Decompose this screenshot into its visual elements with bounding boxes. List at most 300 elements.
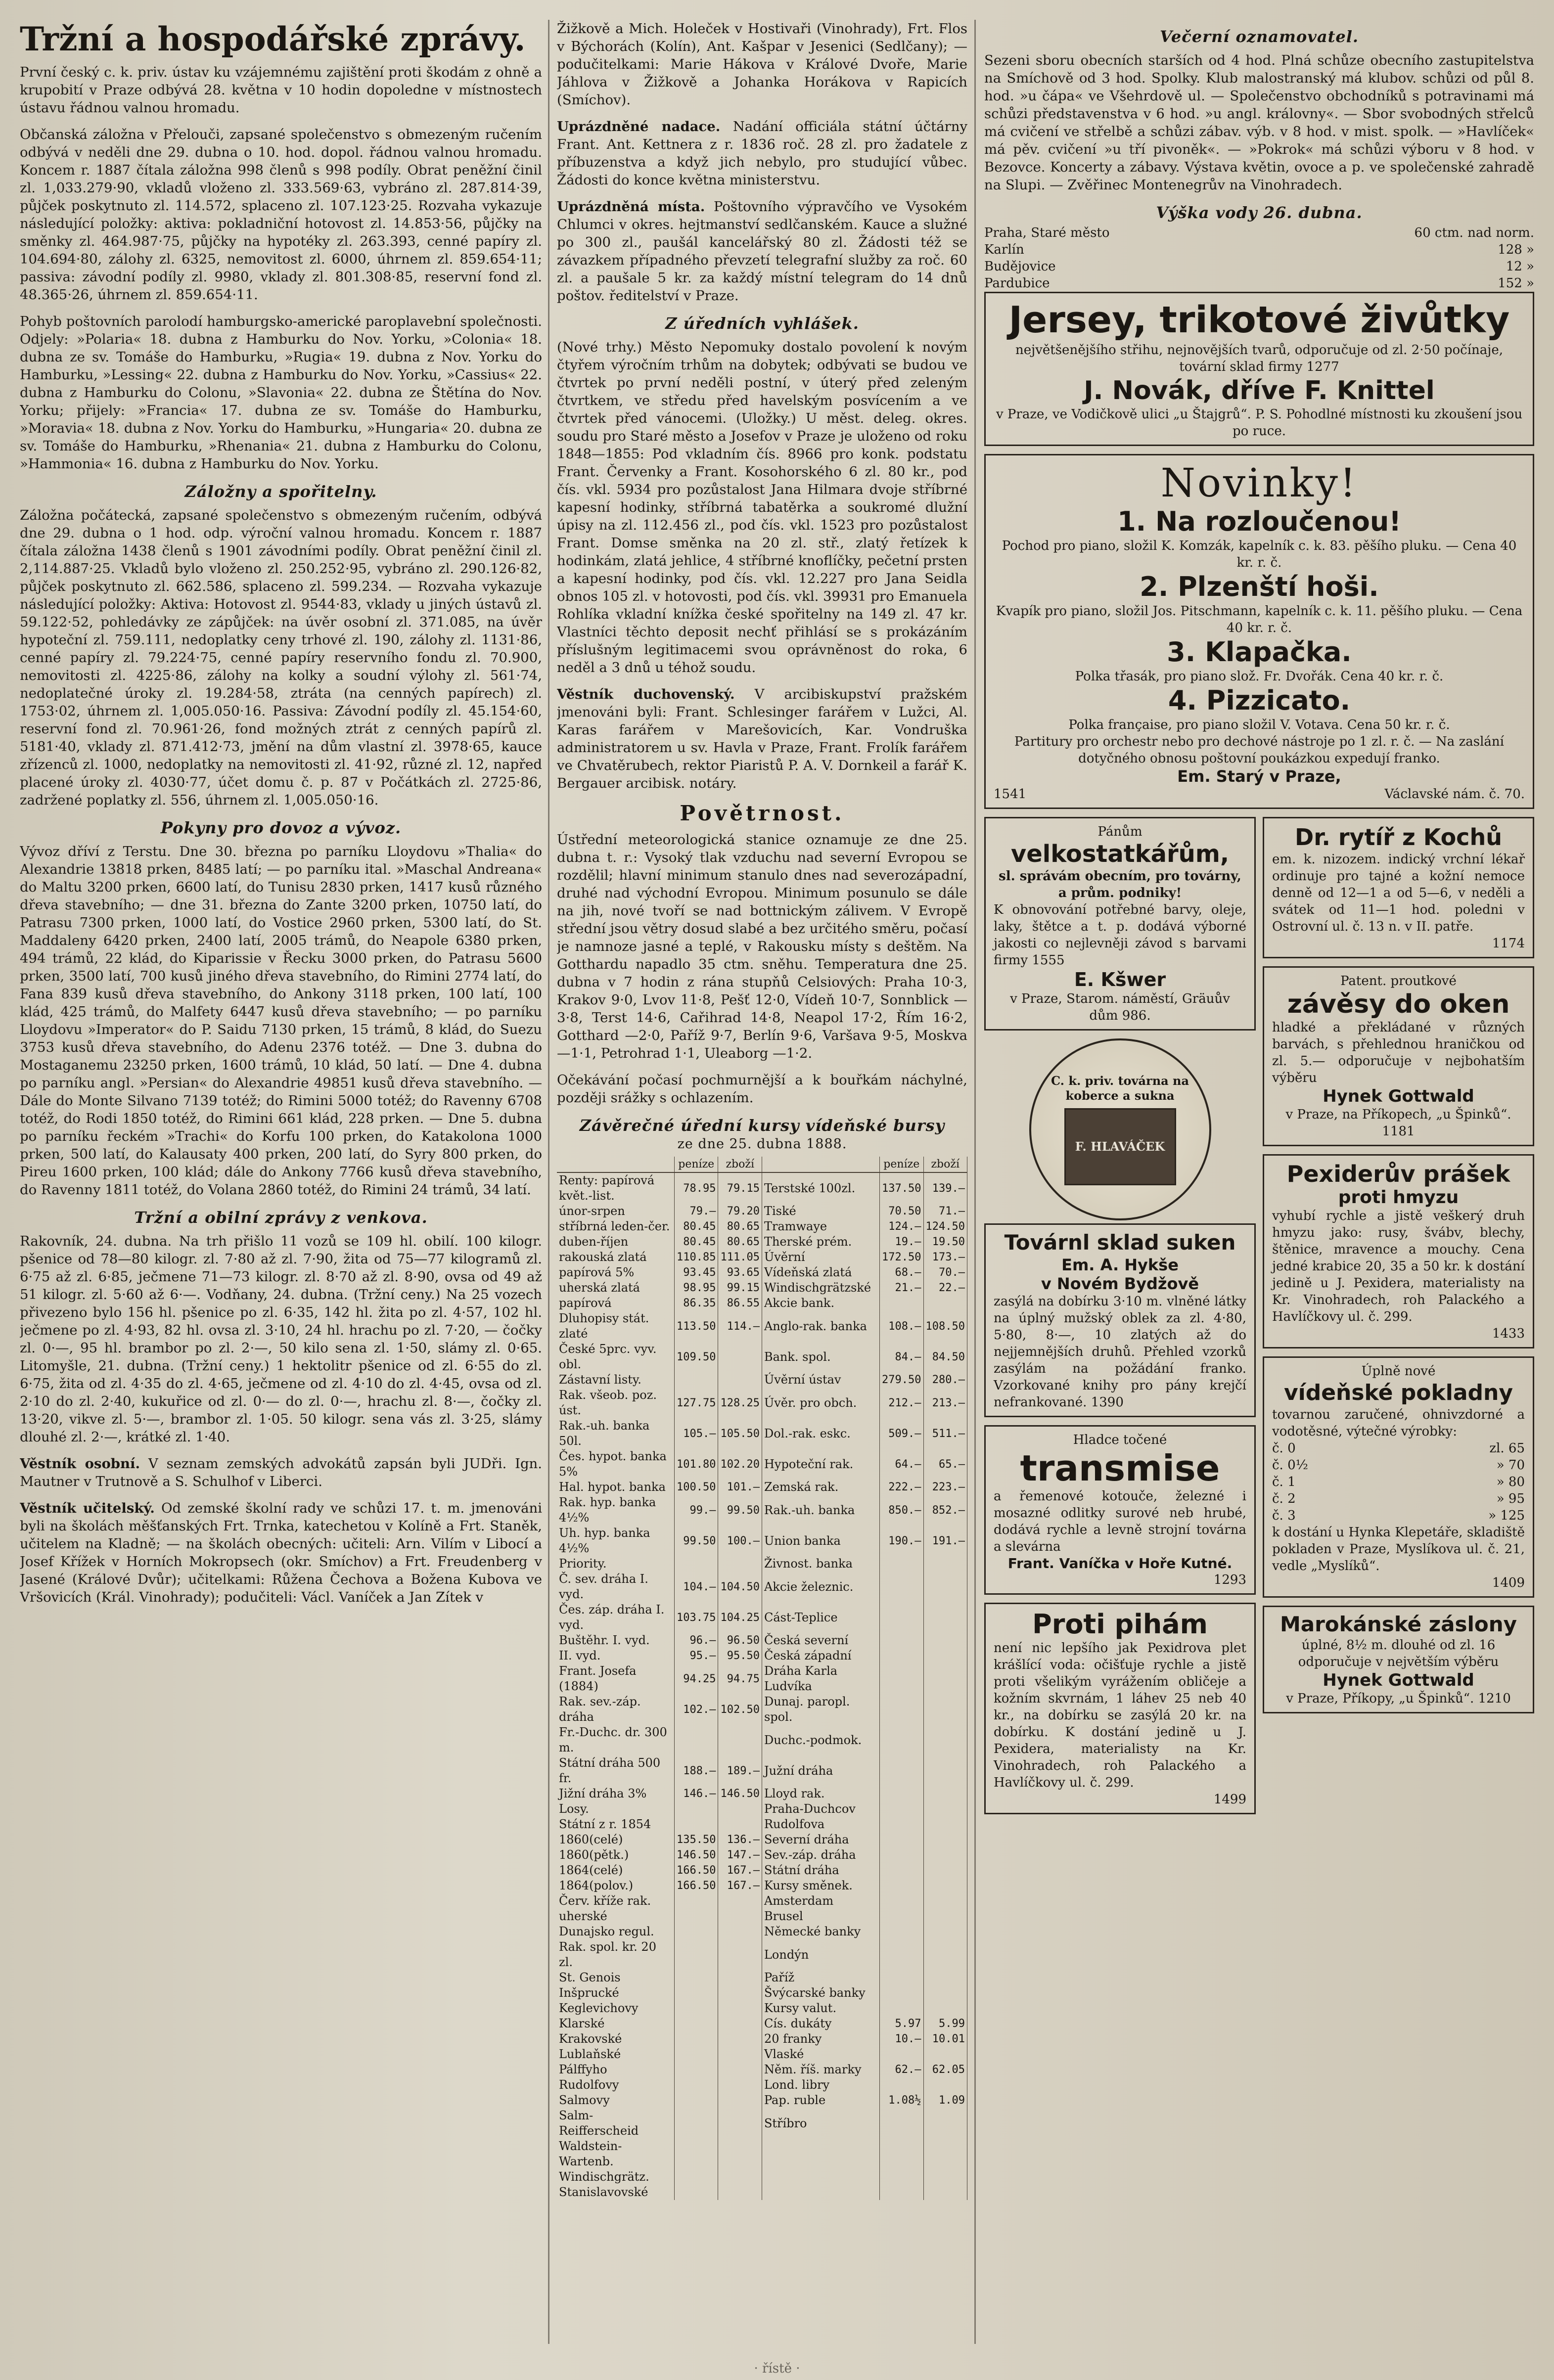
water-level-row [984, 275, 1534, 292]
ad-number: 1409 [1492, 1575, 1525, 1590]
table-cell: 167.— [718, 1878, 762, 1893]
ad-text: a řemenové kotouče, železné i mosazné odlitky surové neb hrubé, dodává rychle a levně strojní továrna a slevárna [994, 1489, 1246, 1554]
table-cell: 109.50 [675, 1342, 718, 1372]
table-cell: Dol.-rak. eskc. [762, 1418, 879, 1449]
table-cell: 188.— [675, 1755, 718, 1786]
table-row [557, 2062, 967, 2077]
table-cell: 1.08½ [880, 2093, 923, 2108]
table-row [557, 2169, 967, 2185]
table-cell: Lond. libry [762, 2077, 879, 2093]
table-cell: Rak. sev.-záp. dráha [557, 1694, 675, 1725]
article-paragraph: Sezeni sboru obecních starších od 4 hod. Plná schůze obecního zastupitelstva na Smíchově od 3 hod. Spolky. Klub malostranský má klubov. schůzi od půl 8. hod. »u čápa« ve Všehrdově ul. — Společenstvo obchodníků s potravinami má schůzi představenstva v 6 hod. »u angl. královny«. — Sbor svobodných střelců má cvičení ve střelbě a schůzi zábav. výb. v 8 hod. v mist. spolk. — »Havlíček« má pěv. cvičení »u tří pivoněk«. — »Pokrok« má schůzi výboru v 8 hod. v Bezovce. Koncerty a zábavy. Výstava květin, ovoce a p. ve společenské zahradě na Slupi. — Zvěřinec Montenegrův na Vinohradech. [984, 52, 1534, 193]
ad-number: 1210 [1478, 1691, 1511, 1706]
table-cell: Živnost. banka [762, 1556, 879, 1572]
table-cell [675, 1893, 718, 1909]
table-row [557, 1801, 967, 1817]
table-cell: Čes. záp. dráha I. vyd. [557, 1602, 675, 1633]
table-cell: Rudolfova [762, 1817, 879, 1832]
table-cell [923, 1694, 967, 1725]
table-cell: 173.— [923, 1250, 967, 1265]
table-cell: Rudolfovy [557, 2077, 675, 2093]
ad-text [994, 342, 1525, 375]
table-cell: 102.— [675, 1694, 718, 1725]
table-cell: Rak. spol. kr. 20 zl. [557, 1939, 675, 1970]
table-cell: Tiské [762, 1204, 879, 1219]
table-cell [880, 1801, 923, 1817]
table-cell: 191.— [923, 1526, 967, 1556]
inline-text: Nadání officiála státní účtárny Frant. Ant. Kettnera z r. 1836 roč. 28 zl. pro žadatele z příbuzenstva a když jich nebylo, pro studující vůbec. Žádosti do konce května ministerstvu. [557, 119, 967, 188]
column-header [762, 1157, 879, 1172]
table-cell: 101.80 [675, 1449, 718, 1480]
safe-size-row [1272, 1507, 1525, 1524]
table-cell: 167.— [718, 1863, 762, 1878]
seal-text: C. k. priv. továrna na koberce a sukna [1051, 1074, 1189, 1103]
table-cell: Pap. ruble [762, 2093, 879, 2108]
table-cell [923, 1832, 967, 1847]
article-paragraph: Pohyb poštovních parolodí hamburgsko-americké paroplavební společnosti. Odjely: »Polaria« 18. dubna z Hamburku do Nov. Yorku, »Colonia« 18. dubna ze sv. Tomáše do Hamburku, »Rugia« 19. dubna z Nov. Yorku do Hamburku, »Lessing« 22. dubna z Hamburku do Nov. Yorku, »Cassius« 22. dubna z Hamburku do Colonu, »Slavonia« 22. dubna ze Štětína do Nov. Yorku; přijely: »Francia« 17. dubna ze sv. Tomáše do Hamburku, »Moravia« 18. dubna z Nov. Yorku do Hamburku, »Hungaria« 20. dubna ze sv. Tomáše do Hamburku, »Rhenania« 21. dubna z Hamburku do Colonu, »Hammonia« 16. dubna z Hamburku do Nov. Yorku. [20, 314, 542, 472]
table-cell [718, 1801, 762, 1817]
table-cell [718, 1817, 762, 1832]
table-cell [880, 1909, 923, 1924]
table-cell: Hypoteční rak. [762, 1449, 879, 1480]
ad-title: Továrnl sklad suken [1004, 1230, 1236, 1255]
table-cell: 127.75 [675, 1388, 718, 1418]
table-cell: 223.— [923, 1480, 967, 1495]
safe-size-row [1272, 1457, 1525, 1474]
table-cell: 95.50 [718, 1648, 762, 1663]
safe-size-no: č. 3 [1272, 1508, 1296, 1523]
section-heading: Výška vody 26. dubna. [1156, 203, 1363, 222]
middle-column [557, 20, 967, 2344]
ad-prefix: Úplně nové [1361, 1364, 1436, 1379]
table-cell: 279.50 [880, 1372, 923, 1388]
ad-pihy [984, 1603, 1256, 1814]
ad-firm: E. Kšwer [1074, 969, 1166, 990]
ad-firm: Hynek Gottwald [1323, 1086, 1474, 1106]
table-cell [718, 1970, 762, 1985]
table-cell: Úvěr. pro obch. [762, 1388, 879, 1418]
table-cell [923, 1878, 967, 1893]
column-header: zboží [718, 1157, 762, 1172]
section-heading: Závěrečné úřední kursy vídeňské bursy [579, 1116, 945, 1135]
table-row [557, 1755, 967, 1786]
table-cell [923, 1725, 967, 1755]
table-cell [923, 2077, 967, 2093]
table-cell [880, 1817, 923, 1832]
safe-size-no: č. 0 [1272, 1441, 1296, 1456]
table-cell: 172.50 [880, 1250, 923, 1265]
table-cell: 96.— [675, 1633, 718, 1648]
table-row [557, 1296, 967, 1311]
table-cell: 21.— [880, 1280, 923, 1296]
table-cell [923, 1572, 967, 1602]
table-cell: 166.50 [675, 1878, 718, 1893]
ad-row [984, 817, 1534, 1822]
table-cell [675, 2047, 718, 2062]
water-level-row [984, 258, 1534, 275]
ad-row-right [1263, 817, 1534, 1822]
ad-title: vídeňské pokladny [1283, 1380, 1513, 1405]
table-cell: 103.75 [675, 1602, 718, 1633]
article-paragraph: První český c. k. priv. ústav ku vzájemnému zajištění proti škodám z ohně a krupobití v Praze odbývá 28. května v 10 hodin dopoledne v místnostech ústavu řádnou valnou hromadu. [20, 64, 542, 116]
table-cell: 136.— [718, 1832, 762, 1847]
table-cell: Úvěrní ústav [762, 1372, 879, 1388]
ad-sub: sl. správám obecním, pro továrny, a prům. podniky! [999, 869, 1241, 900]
table-cell: Paříž [762, 1970, 879, 1985]
right-column [984, 20, 1534, 2344]
table-cell [675, 1909, 718, 1924]
ad-koch [1263, 817, 1534, 958]
table-cell: Lublaňské [557, 2047, 675, 2062]
table-cell: 79.— [675, 1204, 718, 1219]
table-cell: 1864(celé) [557, 1863, 675, 1878]
table-cell [923, 1939, 967, 1970]
section-heading: Z úředních vyhlášek. [665, 314, 859, 333]
table-cell [675, 2185, 718, 2200]
table-cell: Dráha Karla Ludvíka [762, 1663, 879, 1694]
table-cell: 108.— [880, 1311, 923, 1342]
table-cell [718, 2062, 762, 2077]
table-cell: 104.— [675, 1572, 718, 1602]
table-cell: II. vyd. [557, 1648, 675, 1663]
column-header: zboží [923, 1157, 967, 1172]
novinky-item [994, 685, 1525, 733]
column-header: peníze [880, 1157, 923, 1172]
table-cell [880, 1924, 923, 1939]
table-cell: 5.99 [923, 2016, 967, 2031]
table-cell: Waldstein-Wartenb. [557, 2139, 675, 2169]
table-cell: únor-srpen [557, 1204, 675, 1219]
table-cell: Vídeňská zlatá [762, 1265, 879, 1280]
table-cell: duben-říjen [557, 1234, 675, 1250]
ad-marokanske [1263, 1606, 1534, 1713]
table-cell [718, 2185, 762, 2200]
section-heading: Tržní a obilní zprávy z venkova. [134, 1208, 428, 1227]
table-cell: 114.— [718, 1311, 762, 1342]
safe-size-row [1272, 1440, 1525, 1457]
table-cell: 111.05 [718, 1250, 762, 1265]
ad-place: v Novém Bydžově [1041, 1274, 1199, 1293]
table-cell [675, 1725, 718, 1755]
table-cell: Č. sev. dráha I. vyd. [557, 1572, 675, 1602]
table-cell [880, 1633, 923, 1648]
table-cell: Státní z r. 1854 [557, 1817, 675, 1832]
table-cell: Dunajsko regul. [557, 1924, 675, 1939]
novinky-item-name: Klapačka. [1205, 636, 1352, 668]
table-cell: Sev.-záp. dráha [762, 1847, 879, 1863]
table-cell: 105.— [675, 1418, 718, 1449]
table-cell: Frant. Josefa (1884) [557, 1663, 675, 1694]
seal-inner: F. HLAVÁČEK [1064, 1108, 1176, 1185]
inline-text: Poštovního výpravčího ve Vysokém Chlumci v okres. hejtmanství sedlčanském. Kauce a služné po 300 zl., paušál kancelářský 80 zl. Žádosti též se závazkem případného převzetí telegrafní služby za roč. 60 zl. a paušale 5 kr. za každý místní telegram do 14 dnů poštov. ředitelství v Praze. [557, 199, 967, 304]
ad-pokladny [1263, 1356, 1534, 1598]
table-cell: 146.50 [675, 1847, 718, 1863]
table-cell: 102.20 [718, 1449, 762, 1480]
water-level-row [984, 225, 1534, 241]
table-cell: Uh. hyp. banka 4½% [557, 1526, 675, 1556]
table-cell [923, 1633, 967, 1648]
novinky-item [994, 506, 1525, 571]
table-cell [880, 1863, 923, 1878]
table-cell [880, 1602, 923, 1633]
seal-content [1031, 1074, 1209, 1185]
table-cell: 84.— [880, 1342, 923, 1372]
table-cell: Státní dráha 500 fr. [557, 1755, 675, 1786]
ad-firm: Hynek Gottwald [1323, 1670, 1474, 1690]
table-row [557, 1480, 967, 1495]
table-cell: 68.— [880, 1265, 923, 1280]
table-cell: 95.— [675, 1648, 718, 1663]
table-row [557, 1939, 967, 1970]
table-cell: 105.50 [718, 1418, 762, 1449]
table-row [557, 2093, 967, 2108]
table-cell [880, 1556, 923, 1572]
table-cell [880, 1832, 923, 1847]
table-cell [923, 2001, 967, 2016]
table-row [557, 1970, 967, 1985]
table-cell [718, 2016, 762, 2031]
section-heading: Záložny a spořitelny. [184, 482, 377, 501]
ad-firm: Em. A. Hykše [1061, 1256, 1179, 1274]
table-cell [718, 2031, 762, 2047]
table-cell: 100.— [718, 1526, 762, 1556]
table-cell: 511.— [923, 1418, 967, 1449]
table-cell: 104.25 [718, 1602, 762, 1633]
table-row [557, 1909, 967, 1924]
table-cell: Londýn [762, 1939, 879, 1970]
table-cell: 101.— [718, 1480, 762, 1495]
table-cell: 213.— [923, 1388, 967, 1418]
table-cell: rakouská zlatá [557, 1250, 675, 1265]
table-row [557, 1863, 967, 1878]
table-cell: Cís. dukáty [762, 2016, 879, 2031]
table-cell: 79.20 [718, 1204, 762, 1219]
table-cell: 93.65 [718, 1265, 762, 1280]
table-cell [675, 2169, 718, 2185]
exchange-table [557, 1157, 967, 2200]
ad-address: v Praze, ve Vodičkově ulici „u Štajgrů“. P. S. Pohodlné místnosti ku zkoušení jsou po ruce. [996, 407, 1523, 439]
ad-text-body: zasýlá na dobírku 3·10 m. vlněné látky na úplný mužský oblek za zl. 4·80, 5·80, 8·—, 10 zlatých až do nejjemnějších druhů. Přehled vzorků zasýlám na požádání franko. Vzorkované knihy pro pány krejčí nefrankované. [994, 1294, 1246, 1410]
table-cell: Kursy směnek. [762, 1878, 879, 1893]
ad-text [994, 901, 1246, 969]
table-cell: Klarské [557, 2016, 675, 2031]
table-cell: Južní dráha [762, 1755, 879, 1786]
table-cell [880, 2169, 923, 2185]
novinky-item-name: Na rozloučenou! [1155, 506, 1401, 537]
table-cell: 135.50 [675, 1832, 718, 1847]
novinky-item-desc: Pochod pro piano, složil K. Komzák, kapelník c. k. 83. pěšího pluku. — Cena 40 kr. r. č. [1002, 539, 1517, 570]
table-row [557, 1495, 967, 1526]
ad-footer-row [994, 786, 1525, 803]
table-cell [923, 1663, 967, 1694]
table-row [557, 1311, 967, 1342]
table-row [557, 2001, 967, 2016]
table-cell [923, 1909, 967, 1924]
table-cell: 102.50 [718, 1694, 762, 1725]
table-cell: 62.05 [923, 2062, 967, 2077]
inline-text: V seznam zemských advokátů zapsán byli JUDři. Ign. Mautner v Trutnově a S. Schulhof v Liberci. [20, 1456, 542, 1489]
table-row [557, 2077, 967, 2093]
ad-transmise [984, 1425, 1256, 1595]
ad-text-body: největšenějšího střihu, nejnovějších tvarů, odporučuje od zl. 2·50 počínaje, tovární sklad firmy [1015, 343, 1503, 374]
table-row [557, 1234, 967, 1250]
table-cell [675, 1939, 718, 1970]
table-cell [923, 1847, 967, 1863]
table-cell [675, 2001, 718, 2016]
table-cell: Krakovské [557, 2031, 675, 2047]
table-row [557, 1832, 967, 1847]
page-footer-mark: · řístě · [754, 2361, 800, 2376]
table-cell [923, 2185, 967, 2200]
table-cell [718, 2077, 762, 2093]
novinky-item-desc: Polka třasák, pro piano slož. Fr. Dvořák. Cena 40 kr. r. č. [1075, 669, 1444, 684]
ad-firm: J. Novák, dříve F. Knittel [1084, 376, 1435, 405]
table-cell: Buštěhr. I. vyd. [557, 1633, 675, 1648]
table-row [557, 1602, 967, 1633]
table-cell: 99.15 [718, 1280, 762, 1296]
ad-title: Proti pihám [1032, 1609, 1208, 1640]
table-cell: 86.55 [718, 1296, 762, 1311]
table-cell: papírová [557, 1296, 675, 1311]
table-cell: Brusel [762, 1909, 879, 1924]
safe-size-price: » 80 [1496, 1475, 1525, 1489]
table-cell [880, 2108, 923, 2139]
table-cell: 62.— [880, 2062, 923, 2077]
table-cell: 79.15 [718, 1172, 762, 1204]
table-cell: 166.50 [675, 1863, 718, 1878]
table-cell: 19.50 [923, 1234, 967, 1250]
table-cell: 108.50 [923, 1311, 967, 1342]
ad-address [1272, 1106, 1525, 1140]
table-cell [880, 1878, 923, 1893]
table-row [557, 1924, 967, 1939]
ad-number: 1433 [1492, 1326, 1525, 1341]
table-cell: Rak.-uh. banka 50l. [557, 1418, 675, 1449]
table-cell [675, 1817, 718, 1832]
table-cell: 70.50 [880, 1204, 923, 1219]
table-cell [718, 1342, 762, 1372]
table-cell [718, 1985, 762, 2001]
table-cell: 80.45 [675, 1234, 718, 1250]
table-cell [923, 2169, 967, 2185]
ad-number: 1555 [1032, 953, 1065, 968]
ad-text: hladké a překládané v různých barvách, s přehlednou hraničkou od zl. 5.— odporučuje v nejbohatším výběru [1272, 1020, 1525, 1085]
ad-number: 1390 [1091, 1395, 1124, 1410]
ad-number: 1277 [1306, 359, 1339, 374]
water-place: Pardubice [984, 276, 1050, 291]
ad-title: Marokánské záslony [1280, 1612, 1517, 1636]
table-cell [880, 1296, 923, 1311]
table-cell: 190.— [880, 1526, 923, 1556]
table-cell [675, 2077, 718, 2093]
novinky-item-title [994, 506, 1525, 538]
article-paragraph: Občanská záložna v Přelouči, zapsané společenstvo s obmezeným ručením odbývá v neděli dne 29. dubna o 10. hod. dopol. řádnou valnou hromadu. Koncem r. 1887 čítala záložna 998 členů s 998 podíly. Obrat peněžní činil zl. 1,033.279·90, vkladů vloženo zl. 333.569·63, vybráno zl. 287.814·39, půjček poskytnuto zl. 114.572, splaceno zl. 107.123·25. Rozvaha vykazuje následující položky: aktiva: pokladniční hotovost zl. 14.853·56, půjčky na směnky zl. 464.987·75, půjčky na hypotéky zl. 263.393, cenné papíry zl. 104.694·80, zálohy zl. 6325, nemovitost zl. 6000, úhrnem zl. 859.654·11; passiva: závodní podíly zl. 9980, vklady zl. 801.308·85, reservní fond zl. 48.365·26, úhrnem zl. 859.654·11. [20, 127, 542, 303]
table-cell: Keglevichovy [557, 2001, 675, 2016]
table-cell: Česká severní [762, 1633, 879, 1648]
table-cell: 137.50 [880, 1172, 923, 1204]
ad-text: tovarnou zaručené, ohnivzdorné a vodotěsné, výtečné výrobky: [1272, 1407, 1525, 1439]
table-cell [923, 1970, 967, 1985]
table-cell: Anglo-rak. banka [762, 1311, 879, 1342]
novinky-item-title [994, 571, 1525, 603]
table-cell [880, 2185, 923, 2200]
safe-size-price: » 95 [1496, 1491, 1525, 1506]
ad-address: v Praze, Starom. náměstí, Gräuův dům 986. [1010, 991, 1230, 1023]
table-cell: 124.— [880, 1219, 923, 1234]
article-paragraph: Očekávání počasí pochmurnější a k bouřkám náchylné, později srážky s ochlazením. [557, 1072, 967, 1106]
ad-address-text: v Praze, Příkopy, „u Špinků“. [1286, 1691, 1474, 1706]
table-cell [880, 1786, 923, 1801]
table-cell: 78.95 [675, 1172, 718, 1204]
table-cell: Duchc.-podmok. [762, 1725, 879, 1755]
table-cell [880, 2001, 923, 2016]
table-row [557, 1526, 967, 1556]
novinky-item-number: 3. [1167, 636, 1196, 668]
table-cell: 1860(celé) [557, 1832, 675, 1847]
ad-address [1272, 1690, 1525, 1707]
table-cell [923, 2108, 967, 2139]
table-cell: 852.— [923, 1495, 967, 1526]
table-cell [923, 1786, 967, 1801]
table-cell [923, 1648, 967, 1663]
ad-firm: Em. Starý v Praze, [1177, 767, 1341, 786]
table-cell: 94.25 [675, 1663, 718, 1694]
ad-pexider [1263, 1154, 1534, 1348]
table-cell: Pálffyho [557, 2062, 675, 2077]
table-row [557, 1847, 967, 1863]
table-cell: 96.50 [718, 1633, 762, 1648]
table-cell [675, 1985, 718, 2001]
ad-row-left [984, 817, 1256, 1822]
ad-title: závěsy do oken [1287, 989, 1510, 1019]
table-row [557, 2185, 967, 2200]
water-place: Praha, Staré město [984, 225, 1110, 240]
article-paragraph: Vývoz dříví z Terstu. Dne 30. března po parníku Lloydovu »Thalia« do Alexandrie 13818 prken, 8485 latí; — po parníku ital. »Maschal Andreana« do Maltu 3200 prken, 6600 latí, do Tunisu 2830 prken, 1417 kusů různého dřeva stavebního; — dne 31. března do Zante 3200 prken, 10750 latí, do Patrasu 7300 prken, 1000 latí, do Vostice 2960 prken, 5300 latí, do St. Maddaleny 6420 prken, 2400 latí, 2005 trámů, do Neapole 6380 prken, 494 trámů, 22 klád, do Kiparissie v Řecku 3000 prken, do Patrasu 5600 prken, 3500 latí, 700 kusů jiného dřeva stavebního, do Rimini 2774 latí, do Fana 839 kusů dřeva stavebního, do Ankony 3118 prken, 100 latí, 100 klád, 425 trámů, do Malfety 6447 kusů dřeva stavebního; — po parníku Lloydovu »Imperator« do P. Saidu 7130 prken, 15 trámů, 8 klád, do Suezu 3753 kusů dřeva stavebního, do Adenu 2376 totéž. — Dne 3. dubna do Mostaganemu 23250 prken, 1600 trámů, 10 klád, 50 latí. — Dne 4. dubna po parníku angl. »Persian« do Alexandrie 49851 kusů dřeva stavebního. — Dále do Monte Silvano 7139 totéž; do Rimini 5000 totéž; do Ravenny 6708 totéž, do Rodi 1850 totéž, do Rimini 661 klád, 228 prken. — Dne 5. dubna po parníku řeckém »Trachi« do Korfu 100 prken, do Katakolona 1000 prken, 500 latí, do Kalausaty 400 prken, 200 latí, do Syry 800 prken, do Pireu 1600 prken, 100 klád; dále do Ankony 7766 kusů dřeva stavebního, do Ravenny 1811 totéž, do Volana 2860 totéž, do Rimini 24 trámů, 34 latí. [20, 844, 542, 1198]
ad-title: Jersey, trikotové živůtky [1008, 299, 1510, 341]
table-cell [675, 1801, 718, 1817]
novinky-item-desc: Polka française, pro piano složil V. Votava. Cena 50 kr. r. č. [1068, 718, 1450, 732]
ad-footer: k dostání u Hynka Klepetáře, skladiště pokladen v Praze, Myslíkova ul. č. 21, vedle „Myslíků“. [1272, 1525, 1525, 1573]
table-cell [880, 1985, 923, 2001]
table-cell: Amsterdam [762, 1893, 879, 1909]
table-cell: Německé banky [762, 1924, 879, 1939]
article-paragraph [557, 198, 967, 305]
factory-seal [1029, 1038, 1211, 1220]
table-cell [880, 1725, 923, 1755]
left-column [20, 20, 542, 2344]
table-cell [880, 1939, 923, 1970]
table-cell: Akcie bank. [762, 1296, 879, 1311]
table-cell: 99.50 [718, 1495, 762, 1526]
table-cell [675, 1924, 718, 1939]
table-cell [880, 2077, 923, 2093]
table-row [557, 1342, 967, 1372]
inline-heading: Uprázdněné nadace. [557, 119, 721, 135]
novinky-item-title [994, 685, 1525, 717]
table-cell [880, 1893, 923, 1909]
table-cell: Salmovy [557, 2093, 675, 2108]
table-cell [762, 2139, 879, 2169]
table-row [557, 1633, 967, 1648]
table-cell: Švýcarské banky [762, 1985, 879, 2001]
novinky-item-desc: Kvapík pro piano, složil Jos. Pitschmann, kapelník c. k. 11. pěšího pluku. — Cena 40 kr. r. č. [996, 604, 1523, 635]
article-paragraph [557, 685, 967, 792]
table-row [557, 1663, 967, 1694]
table-cell: 124.50 [923, 1219, 967, 1234]
table-cell: Cást-Teplice [762, 1602, 879, 1633]
table-cell [880, 1755, 923, 1786]
table-row [557, 1418, 967, 1449]
